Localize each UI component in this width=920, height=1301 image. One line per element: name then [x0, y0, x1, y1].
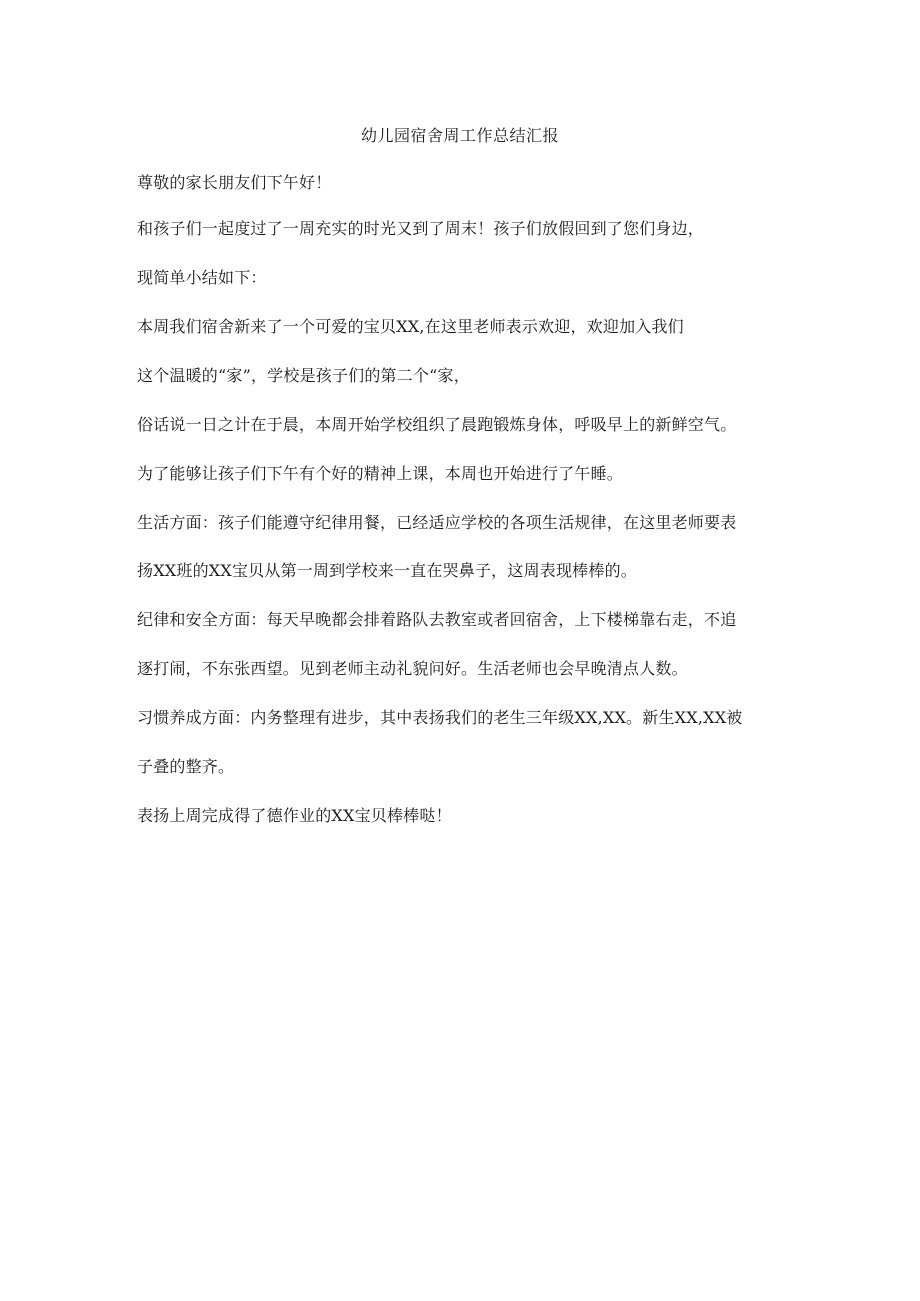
closing-line: 表扬上周完成得了德作业的XX宝贝棒棒哒！	[137, 806, 452, 825]
body-line-1: 和孩子们一起度过了一周充实的时光又到了周末！孩子们放假回到了您们身边，	[137, 219, 705, 238]
body-line-5: 俗话说一日之计在于晨，本周开始学校组织了晨跑锻炼身体，呼吸早上的新鲜空气。	[137, 415, 737, 434]
body-line-7: 生活方面：孩子们能遵守纪律用餐，已经适应学校的各项生活规律，在这里老师要表	[137, 513, 737, 532]
body-line-12: 子叠的整齐。	[137, 757, 235, 776]
body-line-11: 习惯养成方面：内务整理有进步，其中表扬我们的老生三年级XX,XX。新生XX,XX被	[137, 708, 743, 727]
body-line-6: 为了能够让孩子们下午有个好的精神上课，本周也开始进行了午睡。	[137, 464, 624, 483]
document-title: 幼儿园宿舍周工作总结汇报	[360, 126, 559, 145]
body-line-9: 纪律和安全方面：每天早晚都会排着路队去教室或者回宿舍，上下楼梯靠右走，不追	[137, 610, 737, 629]
body-line-2: 现简单小结如下：	[137, 268, 267, 287]
body-line-4: 这个温暖的“家”，学校是孩子们的第二个“家，	[137, 366, 470, 385]
body-line-10: 逐打闹，不东张西望。见到老师主动礼貌问好。生活老师也会早晚清点人数。	[137, 659, 688, 678]
greeting-line: 尊敬的家长朋友们下午好！	[137, 173, 332, 192]
body-line-8: 扬XX班的XX宝贝从第一周到学校来一直在哭鼻子，这周表现棒棒的。	[137, 561, 637, 580]
body-line-3: 本周我们宿舍新来了一个可爱的宝贝XX,在这里老师表示欢迎，欢迎加入我们	[137, 317, 684, 336]
